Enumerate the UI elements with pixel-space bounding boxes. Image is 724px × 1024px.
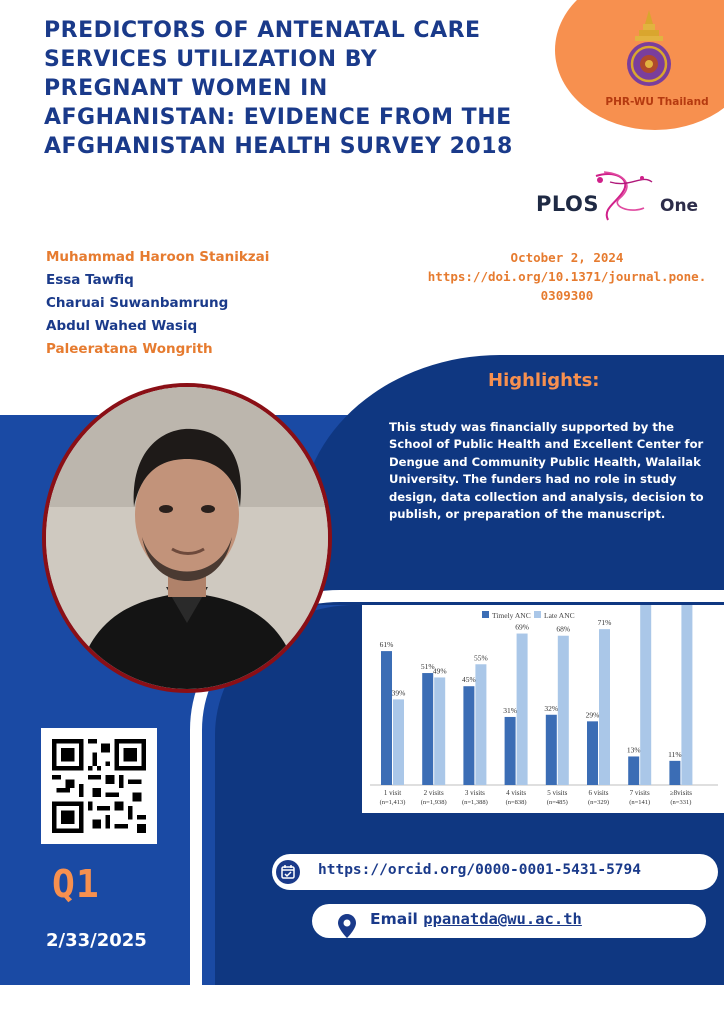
- category-sublabel: (n=485): [546, 799, 568, 806]
- bar-late-anc: [599, 629, 610, 785]
- location-pin-icon: [338, 914, 356, 938]
- data-label: 45%: [462, 675, 476, 685]
- bar-timely-anc: [669, 761, 680, 785]
- category-label: 1 visit: [383, 789, 402, 797]
- category-label: 3 visits: [464, 789, 485, 797]
- bottom-white-strip: [0, 985, 724, 1024]
- category-label: 2 visits: [423, 789, 444, 797]
- category-sublabel: (n=141): [629, 799, 651, 806]
- bar-timely-anc: [628, 756, 639, 785]
- logo-label: PHR-WU Thailand: [605, 96, 709, 108]
- email-contact: [370, 910, 582, 928]
- legend-label-timely: Timely ANC: [492, 611, 531, 620]
- category-sublabel: (n=329): [588, 799, 609, 806]
- journal-name: PLOS: [536, 192, 600, 216]
- anc-bar-chart: [362, 605, 724, 813]
- bar-timely-anc: [587, 721, 598, 785]
- category-label: 7 visits: [629, 789, 650, 797]
- author-list: [46, 246, 269, 361]
- data-label: 69%: [515, 622, 529, 632]
- data-label: 71%: [597, 618, 612, 628]
- category-sublabel: (n=1,938): [420, 799, 447, 806]
- bar-late-anc: [681, 605, 692, 785]
- data-label: 49%: [432, 666, 447, 676]
- author-name: Muhammad Haroon Stanikzai: [46, 249, 270, 265]
- highlights-text: This study was financially supported by the School of Public Health and Excellent Center for Dengue and Community Public Health, Walailak University. The funders had no role in study design, data collection and analysis, decision to publish, or preparation of the manuscript.: [389, 420, 704, 522]
- bar-timely-anc: [546, 715, 557, 785]
- orcid-link[interactable]: https://orcid.org/0000-0001-5431-5794: [318, 862, 642, 878]
- data-label: 55%: [474, 653, 488, 663]
- doi-link-continued[interactable]: 0309300: [540, 288, 594, 303]
- bar-late-anc: [517, 634, 528, 785]
- highlights-title: Highlights:: [488, 370, 600, 391]
- data-label: 39%: [391, 688, 406, 698]
- bar-late-anc: [558, 636, 569, 785]
- data-label: 68%: [556, 624, 571, 634]
- bar-late-anc: [640, 605, 651, 785]
- bar-timely-anc: [422, 673, 433, 785]
- qr-code-icon[interactable]: [52, 739, 146, 833]
- bar-late-anc: [434, 677, 445, 785]
- category-sublabel: (n=1,388): [461, 799, 488, 806]
- category-label: 4 visits: [506, 789, 527, 797]
- quartile-badge: Q1: [52, 862, 100, 906]
- data-label: 61%: [379, 640, 394, 650]
- author-name: Essa Tawfiq: [46, 272, 134, 288]
- category-sublabel: (n=331): [670, 799, 692, 806]
- bar-timely-anc: [463, 686, 474, 785]
- data-label: 13%: [626, 745, 641, 755]
- email-label: Email: [370, 910, 424, 928]
- legend-swatch-timely: [482, 611, 489, 618]
- data-label: 32%: [544, 703, 559, 713]
- author-name: Abdul Wahed Wasiq: [46, 318, 198, 334]
- calendar-check-icon: [276, 860, 300, 884]
- university-seal-icon: [624, 10, 674, 90]
- author-portrait-icon: [46, 387, 328, 689]
- author-photo: [46, 387, 328, 689]
- category-sublabel: (n=1,413): [379, 799, 406, 806]
- bar-timely-anc: [505, 717, 516, 785]
- data-label: 11%: [668, 749, 682, 759]
- category-label: 5 visits: [547, 789, 568, 797]
- category-label: 6 visits: [588, 789, 609, 797]
- category-sublabel: (n=838): [505, 799, 527, 806]
- bar-late-anc: [475, 664, 486, 785]
- footer-date: 2/33/2025: [46, 930, 147, 951]
- author-name: Charuai Suwanbamrung: [46, 295, 229, 311]
- poster-title: PREDICTORS OF ANTENATAL CARE SERVICES UTILIZATION BY PREGNANT WOMEN IN AFGHANISTAN: EVIDENCE FROM THE AFGHANISTAN HEALTH SURVEY 2018: [44, 18, 513, 159]
- legend-label-late: Late ANC: [544, 611, 575, 620]
- data-label: 29%: [585, 710, 600, 720]
- category-label: ≥8visits: [669, 789, 692, 797]
- publication-info: [410, 248, 724, 305]
- doi-link[interactable]: https://doi.org/10.1371/journal.pone.: [427, 269, 707, 284]
- chart-container: [362, 605, 724, 813]
- data-label: 31%: [503, 705, 517, 715]
- bar-late-anc: [393, 699, 404, 785]
- author-name: Paleeratana Wongrith: [46, 341, 213, 357]
- publication-date: October 2, 2024: [510, 250, 624, 265]
- legend-swatch-late: [534, 611, 541, 618]
- email-link[interactable]: ppanatda@wu.ac.th: [423, 910, 582, 928]
- data-label: 51%: [420, 662, 435, 672]
- journal-suffix: One: [660, 196, 699, 216]
- bar-timely-anc: [381, 651, 392, 785]
